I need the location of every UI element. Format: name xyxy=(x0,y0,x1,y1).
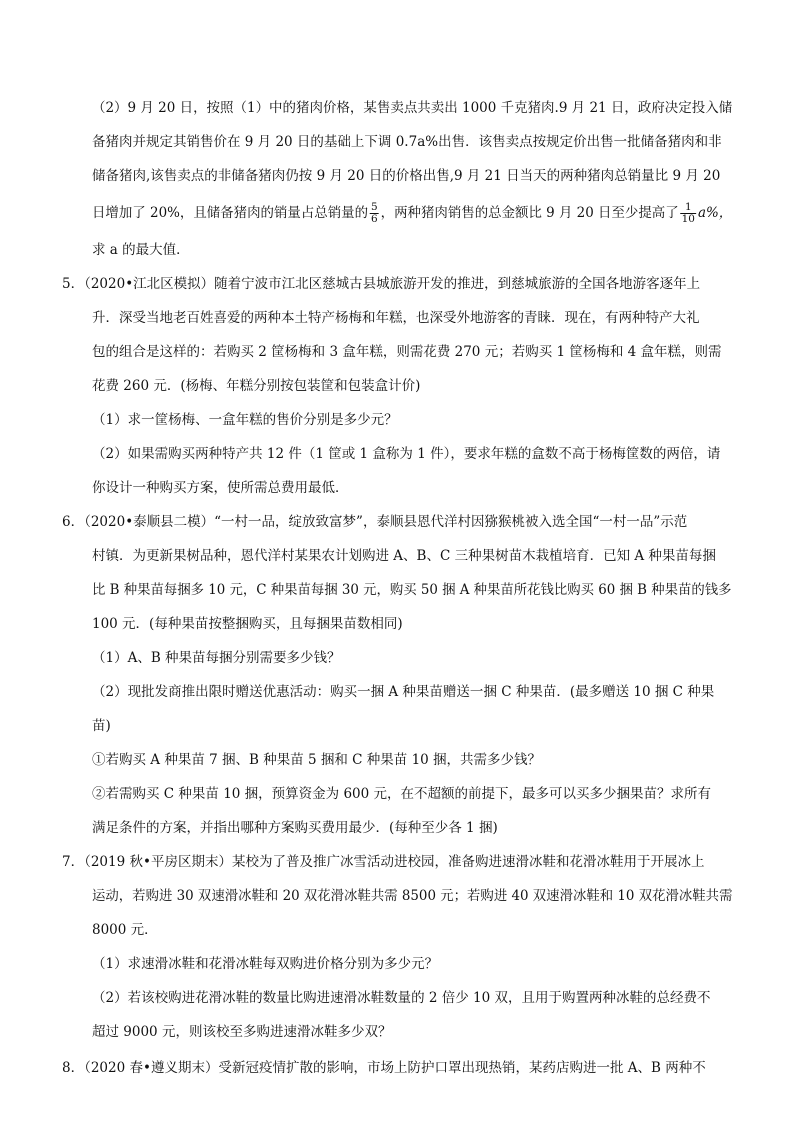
q7-line2: 运动，若购进 30 双速滑冰鞋和 20 双花滑冰鞋共需 8500 元；若购进 40 双速滑冰鞋和 10 双花滑冰鞋共需 xyxy=(92,888,733,904)
fraction-five-sixths xyxy=(370,202,379,225)
q4-line4-text-c: a%， xyxy=(697,205,733,221)
q5-sub2-line2: 你设计一种购买方案，使所需总费用最低． xyxy=(92,480,349,496)
q4-part2-line5: 求 a 的最大值． xyxy=(92,242,190,258)
q7-sub2-line2: 超过 9000 元，则该校至多购进速滑冰鞋多少双？ xyxy=(92,1024,392,1040)
q6-line2: 村镇．为更新果树品种，恩代洋村某果农计划购进 A、B、C 三种果树苗木栽植培育．已知 A 种果苗每捆 xyxy=(92,548,716,564)
q6-case2-line2: 满足条件的方案，并指出哪种方案购买费用最少．(每种至少各 1 捆) xyxy=(92,820,498,836)
q4-part2-line2: 备猪肉并规定其销售价在 9 月 20 日的基础上下调 0.7a%出售．该售卖点按规定价出售一批储备猪肉和非 xyxy=(92,134,722,150)
q5-line2: 升．深受当地老百姓喜爱的两种本土特产杨梅和年糕，也深受外地游客的青睐．现在，有两种特产大礼 xyxy=(92,310,700,326)
q6-sub2-line2: 苗) xyxy=(92,718,111,734)
fraction-denominator: 6 xyxy=(370,213,378,225)
q7-sub1: （1）求速滑冰鞋和花滑冰鞋每双购进价格分别为多少元？ xyxy=(92,956,439,972)
q4-line4-text-a: 日增加了 20%，且储备猪肉的销量占总销量的 xyxy=(92,205,369,221)
q7-sub2-line1: （2）若该校购进花滑冰鞋的数量比购进速滑冰鞋数量的 2 倍少 10 双，且用于购置两种冰鞋的总经费不 xyxy=(92,990,711,1006)
q5-sub2-line1: （2）如果需购买两种特产共 12 件（1 筐或 1 盒称为 1 件），要求年糕的盒数不高于杨梅筐数的两倍，请 xyxy=(92,446,721,462)
q7-line3: 8000 元． xyxy=(92,922,158,938)
q6-line3: 比 B 种果苗每捆多 10 元，C 种果苗每捆 30 元，购买 50 捆 A 种果苗所花钱比购买 60 捆 B 种果苗的钱多 xyxy=(92,582,732,598)
q6-case2-line1: ②若需购买 C 种果苗 10 捆，预算资金为 600 元，在不超额的前提下，最多可以买多少捆果苗？求所有 xyxy=(92,786,712,802)
q8-line1: 8．（2020 春•遵义期末）受新冠疫情扩散的影响，市场上防护口罩出现热销，某药店购进一批 A、B 两种不 xyxy=(62,1060,706,1076)
q6-case1: ①若购买 A 种果苗 7 捆、B 种果苗 5 捆和 C 种果苗 10 捆，共需多少钱？ xyxy=(92,752,542,768)
q6-line4: 100 元．(每种果苗按整捆购买，且每捆果苗数相同) xyxy=(92,616,403,632)
fraction-numerator: 5 xyxy=(370,201,378,213)
q5-line4: 花费 260 元．(杨梅、年糕分别按包装筐和包装盒计价) xyxy=(92,378,421,394)
q6-sub1: （1）A、B 种果苗每捆分别需要多少钱？ xyxy=(92,650,341,666)
q4-part2-line3: 储备猪肉,该售卖点的非储备猪肉仍按 9 月 20 日的价格出售,9 月 21 日当天的两种猪肉总销量比 9 月 20 xyxy=(92,168,721,184)
q4-part2-line4 xyxy=(92,202,732,225)
q5-line3: 包的组合是这样的：若购买 2 筐杨梅和 3 盒年糕，则需花费 270 元；若购买 1 筐杨梅和 4 盒年糕，则需 xyxy=(92,344,722,360)
fraction-denominator: 10 xyxy=(681,213,695,225)
q6-sub2-line1: （2）现批发商推出限时赠送优惠活动：购买一捆 A 种果苗赠送一捆 C 种果苗．(最多赠送 10 捆 C 种果 xyxy=(92,684,715,700)
q7-line1: 7．（2019 秋•平房区期末）某校为了普及推广冰雪活动进校园，准备购进速滑冰鞋和花滑冰鞋用于开展冰上 xyxy=(62,854,705,870)
fraction-one-tenth xyxy=(681,202,696,225)
fraction-numerator: 1 xyxy=(681,202,696,214)
q6-line1: 6．（2020•泰顺县二模）“一村一品，绽放致富梦”，泰顺县恩代洋村因猕猴桃被入选全国“一村一品”示范 xyxy=(62,514,688,530)
q4-part2-line1: （2）9 月 20 日，按照（1）中的猪肉价格，某售卖点共卖出 1000 千克猪肉.9 月 21 日，政府决定投入储 xyxy=(92,100,733,116)
q5-sub1: （1）求一筐杨梅、一盒年糕的售价分别是多少元？ xyxy=(92,412,398,428)
q4-line4-text-b: ，两种猪肉销售的总金额比 9 月 20 日至少提高了 xyxy=(380,205,679,221)
q5-line1: 5．（2020•江北区模拟）随着宁波市江北区慈城古县城旅游开发的推进，到慈城旅游的全国各地游客逐年上 xyxy=(62,276,701,292)
